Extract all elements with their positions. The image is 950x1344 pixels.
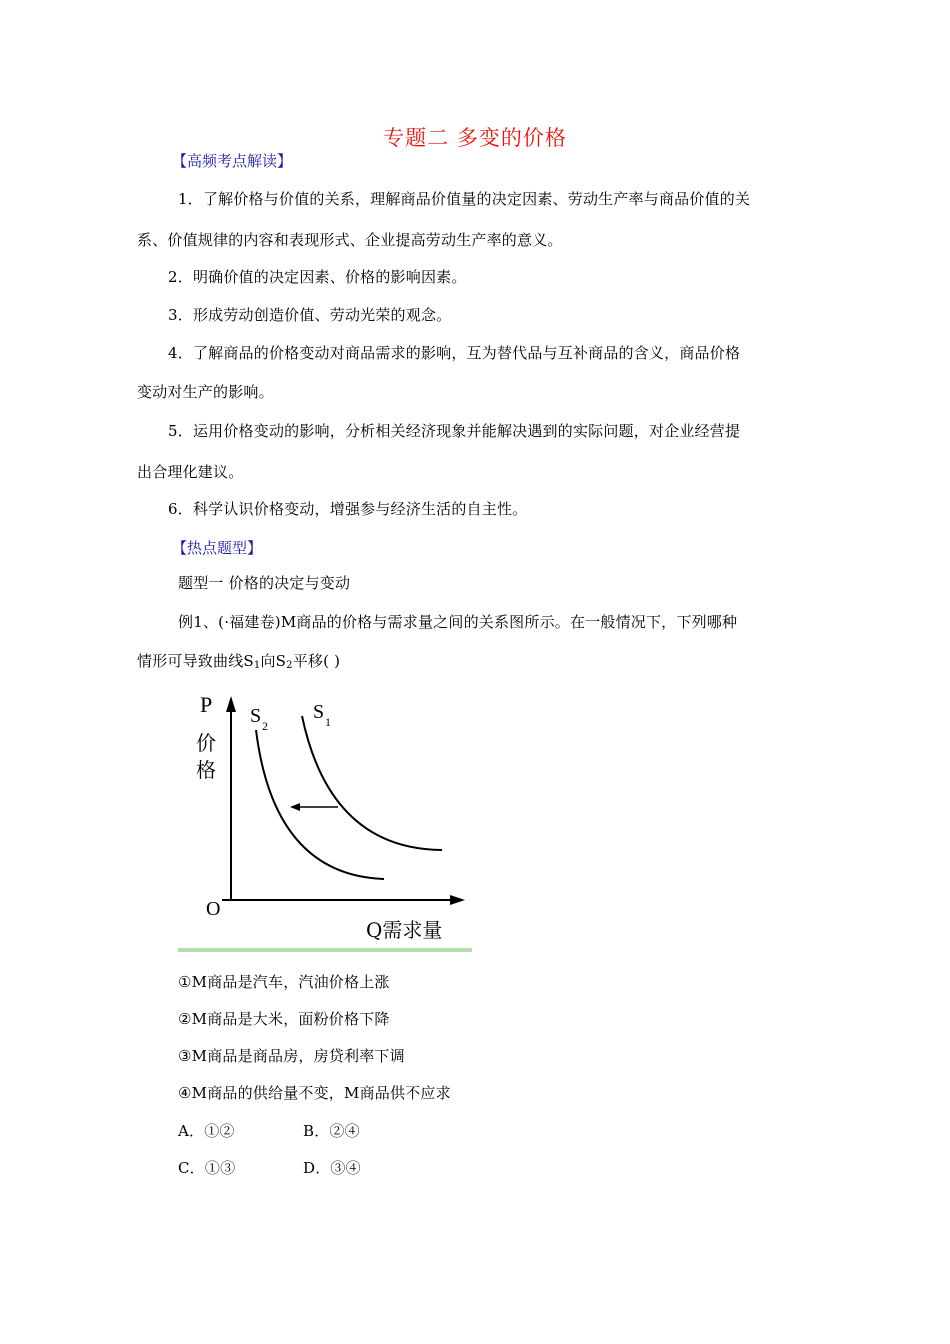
demand-curve-graph: [170, 690, 475, 952]
point-1-line-1: 1．了解价格与价值的关系，理解商品价值量的决定因素、劳动生产率与商品价值的关: [178, 190, 751, 208]
s2-label-sub: 2: [262, 719, 268, 733]
choice-c: C．①③: [178, 1159, 236, 1177]
choice-a: A．①②: [178, 1122, 235, 1140]
point-2: 2．明确价值的决定因素、价格的影响因素。: [168, 268, 467, 286]
option-2: ②M商品是大米，面粉价格下降: [178, 1010, 390, 1028]
example-line-1: 例1、(·福建卷)M商品的价格与需求量之间的关系图所示。在一般情况下，下列哪种: [178, 613, 738, 631]
s2-label: S: [250, 705, 262, 727]
option-1: ①M商品是汽车，汽油价格上涨: [178, 973, 390, 991]
example-line-2: 情形可导致曲线$S_1$向$S_2$平移( ): [137, 652, 341, 671]
option-3: ③M商品是商品房，房贷利率下调: [178, 1047, 405, 1065]
section-heading-exam-points: 【高频考点解读】: [172, 152, 293, 170]
s1-label-sub: 1: [325, 715, 331, 729]
option-4: ④M商品的供给量不变，M商品供不应求: [178, 1084, 451, 1102]
y-label-price-1: 价: [196, 731, 216, 755]
p-label: P: [200, 692, 213, 717]
point-4-line-1: 4．了解商品的价格变动对商品需求的影响，互为替代品与互补商品的含义，商品价格: [168, 344, 741, 362]
page-title: 专题二 多变的价格: [383, 126, 567, 150]
point-3: 3．形成劳动创造价值、劳动光荣的观念。: [168, 306, 452, 324]
section-heading-hot-topics: 【热点题型】: [172, 539, 263, 557]
curve-s2: [256, 730, 384, 879]
x-axis-arrow: [450, 895, 465, 905]
y-label-price-2: 格: [196, 758, 216, 782]
choice-b: B．②④: [303, 1122, 360, 1140]
choice-d: D．③④: [303, 1159, 361, 1177]
x-label-quantity: Q需求量: [366, 918, 443, 942]
point-1-line-2: 系、价值规律的内容和表现形式、企业提高劳动生产率的意义。: [137, 231, 563, 249]
point-5-line-2: 出合理化建议。: [137, 463, 244, 481]
s1-label: S: [313, 701, 325, 723]
figure-underline: [178, 948, 472, 952]
y-axis-arrow: [226, 696, 236, 712]
point-6: 6．科学认识价格变动，增强参与经济生活的自主性。: [168, 500, 528, 518]
shift-arrow-head: [290, 803, 300, 811]
point-4-line-2: 变动对生产的影响。: [137, 383, 274, 401]
topic-title: 题型一 价格的决定与变动: [178, 574, 351, 592]
curve-s1: [302, 716, 442, 850]
origin-label: O: [206, 898, 221, 920]
point-5-line-1: 5．运用价格变动的影响，分析相关经济现象并能解决遇到的实际问题，对企业经营提: [168, 422, 741, 440]
